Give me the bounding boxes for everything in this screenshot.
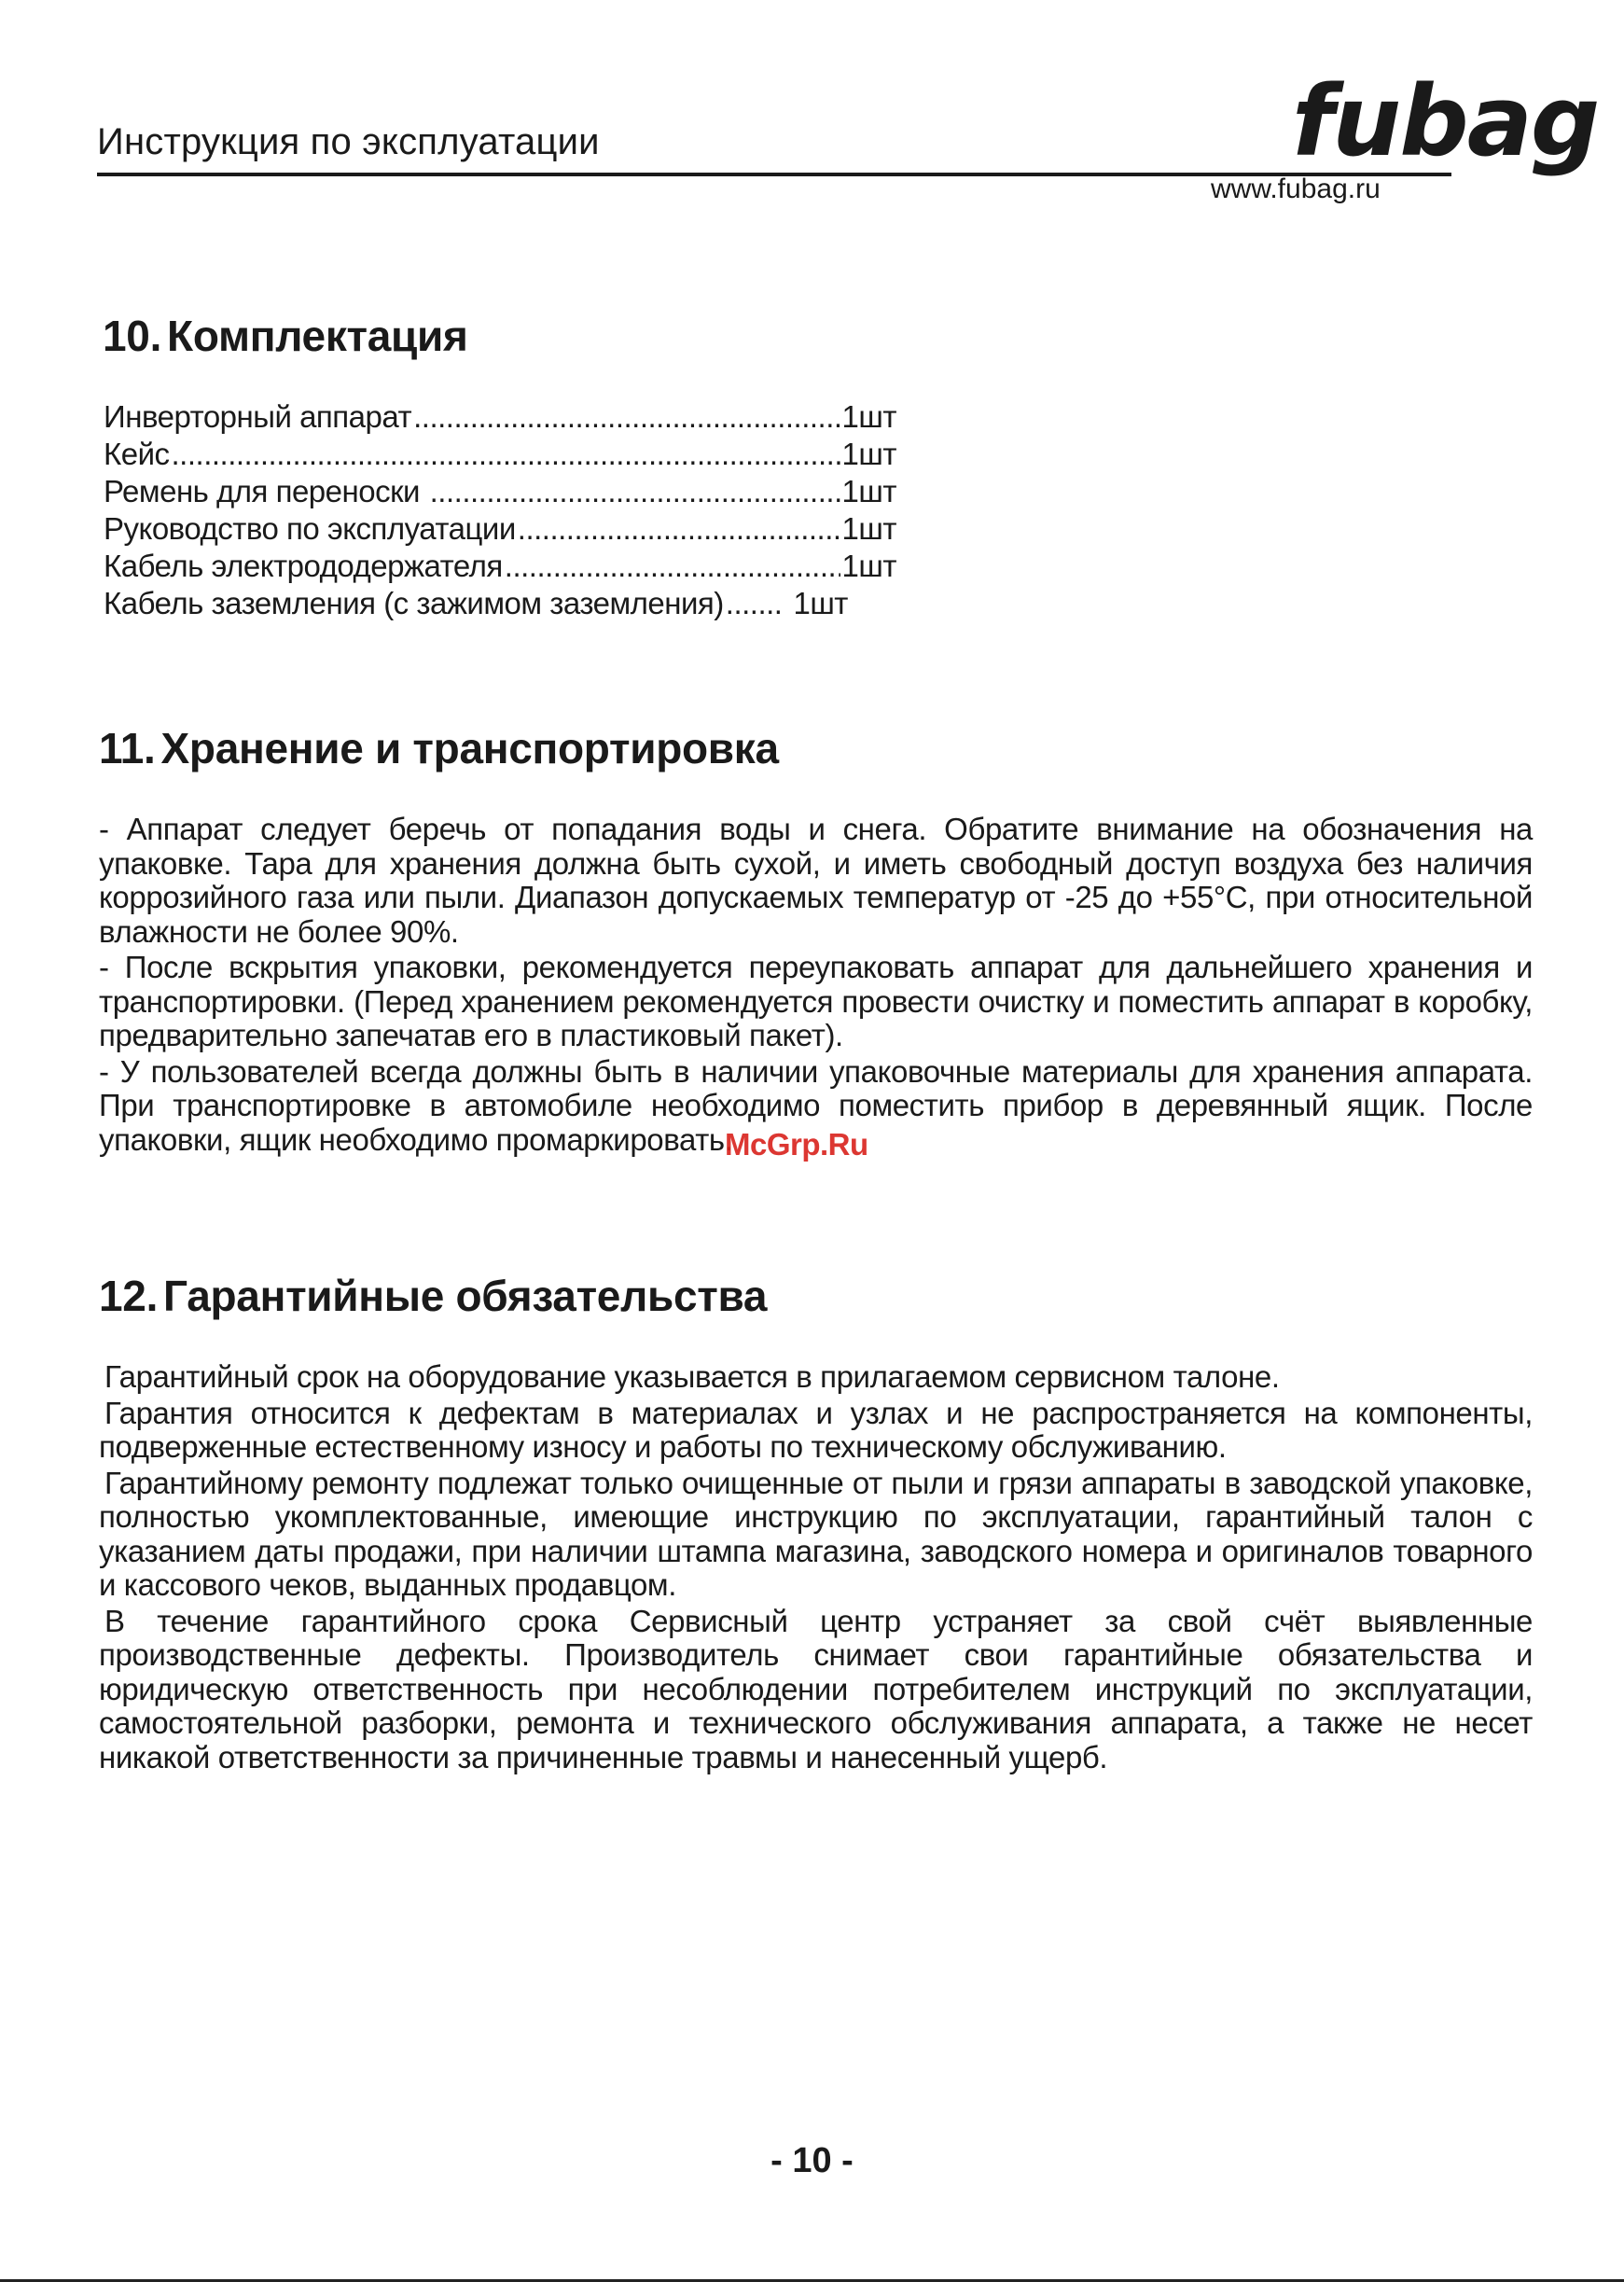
website-url: www.fubag.ru: [1211, 174, 1381, 204]
kit-item-leader: [518, 510, 840, 548]
kit-item-leader: [172, 436, 840, 473]
section-12-title: Гарантийные обязательства: [163, 1272, 768, 1320]
warranty-paragraph: В течение гарантийного срока Сервисный центр устраняет за свой счёт выявленные производственные дефекты. Производитель снимает свои гарантийные обязательства и юридическую ответственность при несоблюдении потребителем инструкций по эксплуатации, самостоятельной разборки, ремонта и технического обслуживания аппарата, а также не несет никакой ответственности за причиненные травмы и нанесенный ущерб.: [99, 1603, 1533, 1774]
storage-text: [99, 813, 1533, 1159]
storage-paragraph: - После вскрытия упаковки, рекомендуется переупаковать аппарат для дальнейшего хранения и транспортировки. (Перед хранением рекомендуется провести очистку и поместить аппарат в коробку, предварительно запечатав его в пластиковый пакет).: [99, 950, 1533, 1052]
kit-item-qty: 1шт: [841, 549, 896, 583]
storage-paragraph: - Аппарат следует беречь от попадания воды и снега. Обратите внимание на обозначения на упаковке. Тара для хранения должна быть сухой, и иметь свободный доступ воздуха без наличия коррозийного газа или пыли. Диапазон допускаемых температур от -25 до +55°С, при относительной влажности не более 90%.: [99, 812, 1533, 949]
logo-wordmark: fubag: [1292, 64, 1599, 178]
kit-item-qty: 1шт: [841, 511, 896, 546]
warranty-paragraph: Гарантийный срок на оборудование указывается в прилагаемом сервисном талоне.: [104, 1359, 1280, 1394]
kit-item-name: Инверторный аппарат: [104, 399, 412, 434]
kit-item-name: Кабель электрододержателя: [104, 549, 503, 583]
kit-item: [104, 398, 896, 436]
section-12-heading: [99, 1271, 767, 1321]
kit-item-qty: 1шт: [841, 399, 896, 434]
section-11-heading: [99, 723, 779, 773]
warranty-paragraph: Гарантийному ремонту подлежат только очищенные от пыли и грязи аппараты в заводской упаковке, полностью укомплектованные, имеющие инструкцию по эксплуатации, гарантийный талон с указанием даты продажи, при наличии штампа магазина, заводского номера и оригиналов товарного и кассового чеков, выданных продавцом.: [99, 1465, 1533, 1602]
kit-item-qty: 1шт: [841, 437, 896, 471]
warranty-paragraph: Гарантия относится к дефектам в материалах и узлах и не распространяется на компоненты, подверженные естественному износу и работы по техническому обслуживанию.: [99, 1395, 1533, 1464]
kit-item: [104, 510, 896, 548]
section-10-heading: [103, 311, 468, 361]
kit-item-leader: [413, 398, 840, 436]
section-11-title: Хранение и транспортировка: [160, 724, 779, 772]
kit-item-name: Ремень для переноски: [104, 474, 428, 508]
section-10-title: Комплектация: [167, 312, 468, 360]
kit-item-leader: [726, 585, 784, 622]
section-12-number: 12.: [99, 1272, 159, 1320]
kit-item: [104, 585, 896, 622]
kit-item-name: Руководство по эксплуатации: [104, 511, 516, 546]
kit-item-name: Кабель заземления (с зажимом заземления): [104, 586, 724, 620]
section-10-number: 10.: [103, 312, 162, 360]
kit-item-qty: 1шт: [784, 586, 848, 620]
kit-item-leader: [505, 548, 840, 585]
kit-item-name: Кейс: [104, 437, 170, 471]
kit-item: [104, 548, 896, 585]
watermark: McGrp.Ru: [725, 1127, 868, 1162]
kit-list: [104, 398, 896, 622]
storage-paragraph: - У пользователей всегда должны быть в наличии упаковочные материалы для хранения аппарата. При транспортировке в автомобиле необходимо поместить прибор в деревянный ящик. После упаковки, ящик необходимо промаркировать.: [99, 1053, 1533, 1157]
kit-item-qty: 1шт: [841, 474, 896, 508]
kit-item: [104, 473, 896, 510]
kit-item-leader: [430, 473, 840, 510]
page-number: - 10 -: [770, 2141, 854, 2180]
section-11-number: 11.: [99, 724, 156, 772]
document-title: Инструкция по эксплуатации: [97, 121, 600, 162]
warranty-text: [99, 1360, 1533, 1776]
kit-item: [104, 436, 896, 473]
